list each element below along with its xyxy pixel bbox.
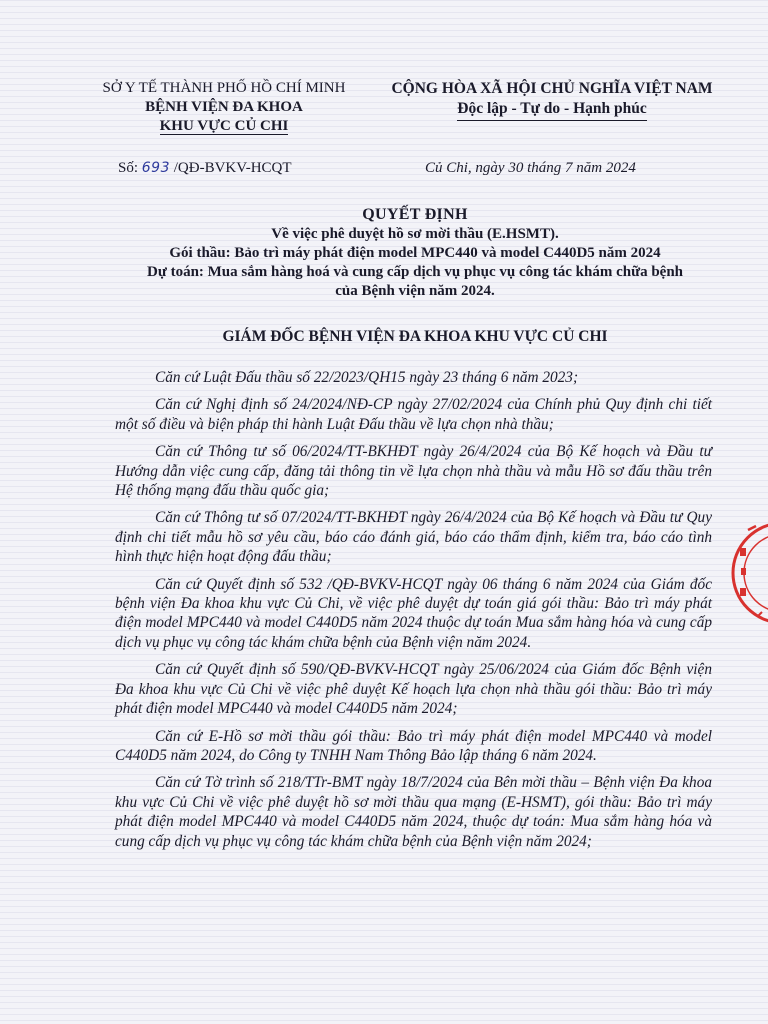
package-name: Gói thầu: Bảo trì máy phát điện model MPC440 và model C440D5 năm 2024: [169, 245, 661, 261]
parent-agency: SỞ Y TẾ THÀNH PHỐ HỒ CHÍ MINH: [102, 80, 346, 96]
budget-estimate: Dự toán: Mua sắm hàng hoá và cung cấp dịch vụ phục vụ công tác khám chữa bệnh: [146, 264, 683, 280]
legal-basis-paragraph: Căn cứ Tờ trình số 218/TTr-BMT ngày 18/7/2024 của Bên mời thầu – Bệnh viện Đa khoa khu vực Củ Chi về việc phê duyệt hồ sơ mời thầu qua mạng (E-HSMT), gói thầu: Bảo trì máy phát điện model MPC440 và model C440D5 năm 2024, thuộc dự toán: Mua sắm hàng hóa và cung cấp dịch vụ phục vụ công tác khám chữa bệnh của Bệnh viện năm 2024;: [115, 774, 712, 850]
legal-basis-paragraph: Căn cứ Luật Đấu thầu số 22/2023/QH15 ngày 23 tháng 6 năm 2023;: [155, 369, 579, 386]
legal-basis-body: [115, 368, 712, 859]
handwritten-number: 693: [141, 160, 170, 176]
national-motto: Độc lập - Tự do - Hạnh phúc: [457, 99, 646, 121]
issuing-agency-header: [86, 79, 362, 136]
national-header: [372, 79, 732, 121]
hospital-name: BỆNH VIỆN ĐA KHOA: [145, 99, 303, 115]
decision-subject: Về việc phê duyệt hồ sơ mời thầu (E.HSMT).: [271, 226, 559, 242]
number-suffix: /QĐ-BVKV-HCQT: [173, 160, 292, 176]
decision-title-block: [90, 205, 740, 301]
number-prefix: Số:: [118, 160, 139, 176]
budget-estimate-cont: của Bệnh viện năm 2024.: [335, 283, 495, 299]
legal-basis-paragraph: Căn cứ Nghị định số 24/2024/NĐ-CP ngày 27/02/2024 của Chính phủ Quy định chi tiết một số điều và biện pháp thi hành Luật Đấu thầu về lựa chọn nhà thầu;: [115, 396, 712, 433]
legal-basis-paragraph: Căn cứ Quyết định số 532 /QĐ-BVKV-HCQT ngày 06 tháng 6 năm 2024 của Giám đốc bệnh viện Đa khoa khu vực Củ Chi, về việc phê duyệt dự toán giá gói thầu: Bảo trì máy phát điện model MPC440 và model C440D5 năm 2024 thuộc dự toán Mua sắm hàng hóa và cung cấp dịch vụ phục vụ công tác khám chữa bệnh của Bệnh viện năm 2024.: [115, 575, 712, 651]
legal-basis-paragraph: Căn cứ Thông tư số 06/2024/TT-BKHĐT ngày 26/4/2024 của Bộ Kế hoạch và Đầu tư Hướng dẫn việc cung cấp, đăng tải thông tin về lựa chọn nhà thầu và mẫu Hồ sơ đấu thầu trên Hệ thống mạng đấu thầu quốc gia;: [115, 443, 712, 500]
decision-title: QUYẾT ĐỊNH: [362, 206, 468, 223]
legal-basis-paragraph: Căn cứ Thông tư số 07/2024/TT-BKHĐT ngày 26/4/2024 của Bộ Kế hoạch và Đầu tư Quy định chi tiết mẫu hồ sơ yêu cầu, báo cáo đánh giá, báo cáo thẩm định, kiểm tra, báo cáo tình hình thực hiện hoạt động đấu thầu;: [115, 509, 712, 566]
document-number: [118, 160, 292, 177]
legal-basis-paragraph: Căn cứ E-Hồ sơ mời thầu gói thầu: Bảo trì máy phát điện model MPC440 và model C440D5 năm 2024, do Công ty TNHH Nam Thông Bảo lập tháng 6 năm 2024.: [115, 727, 712, 764]
official-seal-stamp: [728, 518, 768, 628]
hospital-area: KHU VỰC CỦ CHI: [159, 118, 289, 134]
legal-basis-paragraph: Căn cứ Quyết định số 590/QĐ-BVKV-HCQT ngày 25/06/2024 của Giám đốc Bệnh viện Đa khoa khu vực Củ Chi về việc phê duyệt Kế hoạch lựa chọn nhà thầu gói thầu: Bảo trì máy phát điện model MPC440 và model C440D5 năm 2024;: [115, 661, 712, 718]
director-heading: GIÁM ĐỐC BỆNH VIỆN ĐA KHOA KHU VỰC CỦ CHI: [222, 328, 608, 345]
place-date: Củ Chi, ngày 30 tháng 7 năm 2024: [425, 160, 636, 176]
country-name: CỘNG HÒA XÃ HỘI CHỦ NGHĨA VIỆT NAM: [391, 80, 713, 97]
